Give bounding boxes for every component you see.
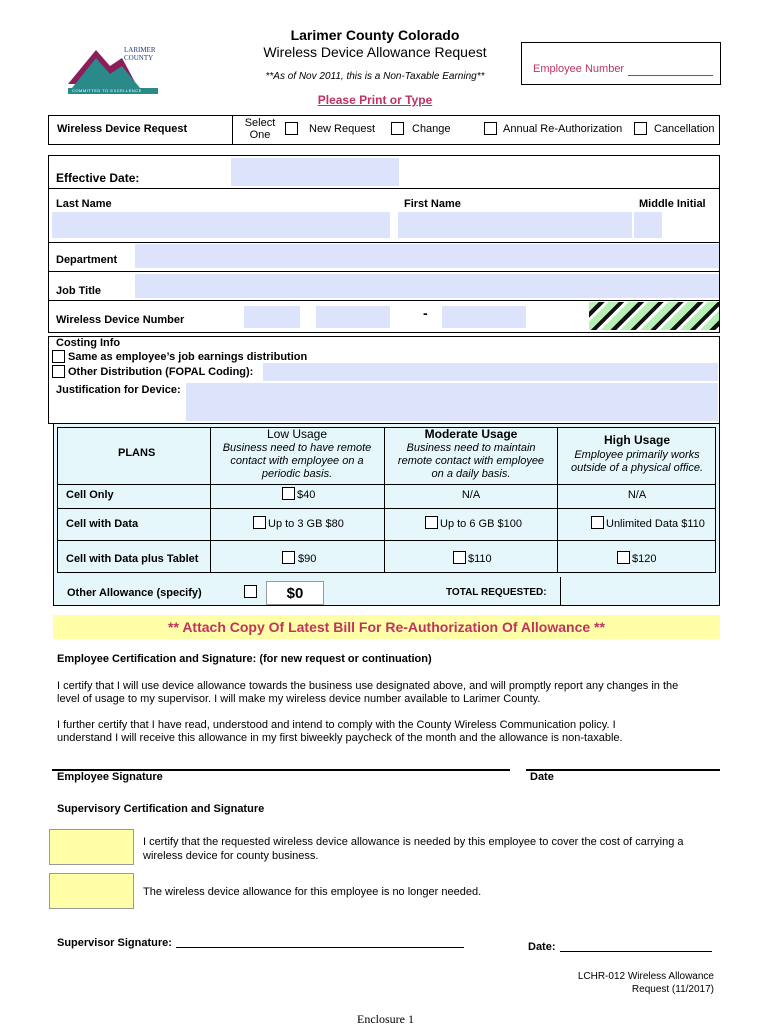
job-title-input[interactable] — [135, 274, 719, 298]
job-title-label: Job Title — [56, 285, 102, 297]
form-id-line2: Request (11/2017) — [631, 984, 714, 995]
cell-tablet-moderate-checkbox[interactable] — [453, 551, 466, 564]
other-allowance-label: Other Allowance (specify) — [67, 587, 202, 599]
allowance-amount: $0 — [266, 581, 324, 605]
supervisor-statement1: I certify that the requested wireless device allowance is needed by this employee to cover the cost of carrying a wireless device for county business. — [143, 836, 684, 862]
cancellation-checkbox[interactable] — [634, 122, 647, 135]
wireless-device-number-label: Wireless Device Number — [56, 314, 185, 326]
cell-tablet-low-checkbox[interactable] — [282, 551, 295, 564]
cell-tablet-low-value: $90 — [298, 553, 317, 565]
logo-line2: COUNTY — [124, 54, 154, 62]
annual-reauth-checkbox[interactable] — [484, 122, 497, 135]
employee-cert-para1: I certify that I will use device allowance towards the business use designated above, and will promptly report any changes in the level of usage to my supervisor. I will make my wireless device number available to Larimer County. — [57, 680, 679, 705]
select-line2: One — [249, 129, 271, 141]
new-request-label: New Request — [309, 123, 376, 135]
enclosure-label: Enclosure 1 — [357, 1012, 414, 1026]
print-note: Please Print or Type — [317, 93, 433, 107]
change-checkbox[interactable] — [391, 122, 404, 135]
moderate-usage-desc: Business need to maintain remote contact with employee on a daily basis. — [397, 442, 545, 480]
org-name: Larimer County Colorado — [290, 27, 460, 43]
device-number-line-input[interactable] — [442, 306, 526, 328]
cancellation-label: Cancellation — [654, 123, 715, 135]
high-usage-desc: Employee primarily works outside of a physical office. — [570, 449, 704, 474]
cell-only-high-value: N/A — [627, 489, 647, 501]
supervisor-date-line[interactable] — [560, 951, 712, 952]
supervisor-date-label: Date: — [528, 941, 556, 953]
effective-date-label: Effective Date: — [56, 171, 140, 185]
attach-bill-note: ** Attach Copy Of Latest Bill For Re-Authorization Of Allowance ** — [168, 619, 605, 635]
middle-initial-input[interactable] — [634, 212, 662, 238]
employee-cert-heading: Employee Certification and Signature: (for new request or continuation) — [57, 653, 432, 665]
first-name-input[interactable] — [398, 212, 632, 238]
first-name-label: First Name — [404, 198, 461, 210]
cell-data-low-value: Up to 3 GB $80 — [268, 518, 344, 530]
employee-number-input[interactable] — [628, 59, 713, 76]
cell-data-low-checkbox[interactable] — [253, 516, 266, 529]
taxable-note: **As of Nov 2011, this is a Non-Taxable Earning** — [265, 71, 485, 82]
supervisor-statement2: The wireless device allowance for this employee is no longer needed. — [143, 886, 482, 898]
middle-initial-label: Middle Initial — [639, 198, 706, 210]
select-line1: Select — [244, 117, 276, 129]
county-logo — [66, 44, 166, 96]
cell-data-moderate-value: Up to 6 GB $100 — [440, 518, 522, 530]
employee-signature-label: Employee Signature — [57, 771, 163, 783]
last-name-input[interactable] — [52, 212, 390, 238]
plans-header: PLANS — [118, 447, 156, 459]
low-usage-desc: Business need to have remote contact with employee on a periodic basis. — [222, 442, 372, 480]
low-usage-title: Low Usage — [266, 427, 328, 441]
cell-tablet-label: Cell with Data plus Tablet — [66, 553, 199, 565]
other-allowance-checkbox[interactable] — [244, 585, 257, 598]
device-number-dash: - — [423, 305, 428, 321]
fopal-input[interactable] — [263, 363, 718, 381]
justification-input[interactable] — [186, 383, 718, 421]
cell-only-low-checkbox[interactable] — [282, 487, 295, 500]
employee-number-box — [521, 42, 721, 85]
cell-data-high-checkbox[interactable] — [591, 516, 604, 529]
same-distribution-label: Same as employee’s job earnings distribution — [68, 351, 308, 363]
cell-only-low-value: $40 — [297, 489, 316, 501]
hatched-decoration — [589, 302, 719, 330]
department-label: Department — [56, 254, 118, 266]
department-input[interactable] — [135, 244, 719, 268]
form-id-line1: LCHR-012 Wireless Allowance — [577, 971, 714, 982]
supervisor-signature-line[interactable] — [176, 947, 464, 948]
costing-title: Costing Info — [56, 337, 121, 349]
cell-tablet-moderate-value: $110 — [468, 553, 492, 565]
high-usage-title: High Usage — [603, 433, 670, 447]
logo-tagline: COMMITTED TO EXCELLENCE — [72, 88, 142, 93]
employee-number-label: Employee Number — [533, 63, 625, 75]
other-distribution-label: Other Distribution (FOPAL Coding): — [68, 366, 254, 378]
moderate-usage-title: Moderate Usage — [424, 427, 518, 441]
change-label: Change — [412, 123, 451, 135]
device-number-area-input[interactable] — [244, 306, 300, 328]
supervisor-signature-label: Supervisor Signature: — [57, 937, 172, 949]
request-label: Wireless Device Request — [57, 123, 188, 135]
other-distribution-checkbox[interactable] — [52, 365, 65, 378]
same-distribution-checkbox[interactable] — [52, 350, 65, 363]
employee-date-line[interactable] — [526, 769, 720, 771]
cell-data-moderate-checkbox[interactable] — [425, 516, 438, 529]
form-title: Wireless Device Allowance Request — [263, 44, 487, 60]
cell-data-high-value: Unlimited Data $110 — [606, 518, 705, 530]
supervisor-cert-heading: Supervisory Certification and Signature — [57, 803, 265, 815]
device-number-prefix-input[interactable] — [316, 306, 390, 328]
total-requested-label: TOTAL REQUESTED: — [446, 587, 547, 598]
cell-only-moderate-value: N/A — [461, 489, 481, 501]
logo-line1: LARIMER — [124, 46, 156, 54]
last-name-label: Last Name — [56, 198, 112, 210]
supervisor-statement1-box[interactable] — [49, 829, 134, 865]
annual-reauth-label: Annual Re-Authorization — [503, 123, 623, 135]
effective-date-input[interactable] — [231, 158, 399, 186]
justification-label: Justification for Device: — [56, 384, 181, 396]
cell-tablet-high-value: $120 — [632, 553, 657, 565]
cell-tablet-high-checkbox[interactable] — [617, 551, 630, 564]
cell-data-label: Cell with Data — [66, 518, 139, 530]
supervisor-statement2-box[interactable] — [49, 873, 134, 909]
employee-cert-para2: I further certify that I have read, understood and intend to comply with the County Wireless Communication policy. I understand I will receive this allowance in my first biweekly paycheck of the month and the allowance is non-taxable. — [57, 719, 623, 744]
employee-date-label: Date — [530, 771, 554, 783]
new-request-checkbox[interactable] — [285, 122, 298, 135]
cell-only-label: Cell Only — [66, 489, 114, 501]
